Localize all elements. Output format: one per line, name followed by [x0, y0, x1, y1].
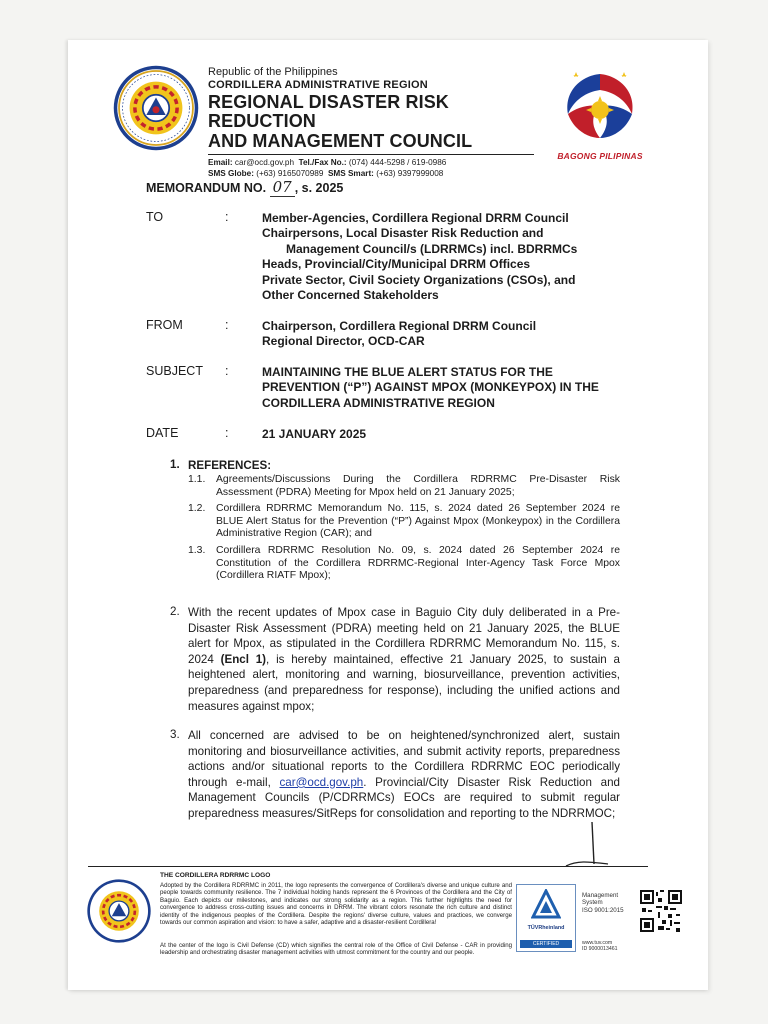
ref-1-number: 1.1. — [188, 474, 206, 485]
tuv-certification-badge — [516, 884, 576, 952]
memo-number-handwritten: 07 — [270, 178, 295, 197]
tuv-certified-label: CERTIFIED — [520, 940, 572, 948]
to-line: Private Sector, Civil Society Organizations (CSOs), and — [262, 272, 576, 287]
bagong-pilipinas-label: BAGONG PILIPINAS — [557, 151, 643, 161]
subject-text — [262, 365, 622, 411]
section-1-number: 1. — [170, 458, 180, 471]
iso-management-system — [582, 892, 624, 914]
header-divider — [208, 154, 534, 155]
memo-number-line — [146, 178, 343, 196]
to-line: Chairpersons, Local Disaster Risk Reduction and — [262, 226, 544, 241]
tuv-website: www.tuv.com — [582, 940, 613, 946]
email-value[interactable]: car@ocd.gov.ph — [234, 158, 294, 167]
mgmt-line: Management — [582, 892, 619, 899]
org-name-line1: REGIONAL DISASTER RISK REDUCTION — [208, 92, 449, 131]
to-colon: : — [225, 210, 229, 224]
subject-line: PREVENTION (“P”) AGAINST MPOX (MONKEYPOX) IN THE — [262, 380, 599, 395]
email-link[interactable]: car@ocd.gov.ph — [279, 775, 364, 789]
date-colon: : — [225, 426, 229, 440]
qr-code-icon[interactable] — [640, 890, 682, 932]
memo-series: , s. 2025 — [294, 181, 344, 195]
ref-3-text: Cordillera RDRRMC Resolution No. 09, s. 2024 dated 26 September 2024 re Constitution of the Cordillera RDRRMC-Regional Inter-Agency Task Force Mpox (Cordillera RIATF Mpox); — [216, 545, 620, 582]
footer-divider — [88, 866, 648, 867]
section-2-text-part: , is hereby maintained, effective 21 January 2025, to sustain a heightened alert, monitoring and warning, biosurveillance, prevention activities, preparedness (and preparedness for response), including the unified actions and measures against mpox; — [188, 652, 620, 713]
date-value: 21 JANUARY 2025 — [262, 427, 367, 441]
iso-standard: ISO 9001:2015 — [582, 906, 624, 914]
from-line: Regional Director, OCD-CAR — [262, 334, 425, 349]
section-3-text-part: . Provincial/City Disaster Risk Reduction and Management Councils (P/CDRRMCs) EOCs are required to submit regular preparedness measures/SitReps for consolidation and reporting to the NDRRMOC; — [188, 775, 620, 820]
signature-mark — [552, 820, 612, 870]
footer-title: THE CORDILLERA RDRRMC LOGO — [160, 872, 271, 879]
ref-1-text: Agreements/Discussions During the Cordillera RDRRMC Pre-Disaster Risk Assessment (PDRA) Meeting for Mpox held on 21 January 2025; — [216, 474, 620, 498]
section-3-text-part: All concerned are advised to be on heightened/synchronized alert, sustain monitoring and biosurveillance activities, and submit activity reports, preparedness actions and/or situational reports to the Cordillera RDRRMC EOC periodically through e-mail, — [188, 729, 620, 789]
from-sender — [262, 319, 622, 350]
footer-paragraph-1: Adopted by the Cordillera RDRRMC in 2011, the logo represents the convergence of Cordillera's diverse and unique culture and people towards community resilience. The 7 individual holding hands represent the 6 Provinces of the Cordillera and the City of Baguio. Each depicts our milestones, and indicates our strong solidarity as a region. This further highlights the need for convergence to address cross-cutting issues and concerns in DRRM. The vibrant colors resonate the rich culture and distinct identity of the indigenous peoples of the Cordillera. Despite the regions' diverse culture, values and practices, we converge towards our common aspiration and vision: to have a safer, adaptive and a disaster-resilient Cordillera! — [160, 882, 512, 927]
section-1-title: REFERENCES: — [188, 459, 272, 472]
to-line: Heads, Provincial/City/Municipal DRRM Offices — [262, 257, 531, 272]
section-2-enclosure: (Encl 1) — [220, 652, 267, 666]
org-name-line2: AND MANAGEMENT COUNCIL — [208, 131, 473, 151]
sms-globe-label: SMS Globe: — [208, 169, 254, 178]
date-label: DATE — [146, 426, 179, 440]
from-colon: : — [225, 318, 229, 332]
contact-line-1 — [208, 157, 548, 168]
sms-smart-value: (+63) 9397999008 — [376, 169, 444, 178]
cordillera-rdrrmc-seal-logo — [112, 64, 200, 152]
tuv-id-block — [582, 940, 617, 953]
section-2-text — [188, 605, 620, 714]
subject-label: SUBJECT — [146, 364, 203, 378]
ref-2-number: 1.2. — [188, 503, 206, 514]
to-line: Member-Agencies, Cordillera Regional DRRM Council — [262, 211, 569, 225]
email-label: Email: — [208, 158, 233, 167]
bagong-pilipinas-emblem-icon — [552, 66, 648, 144]
from-label: FROM — [146, 318, 183, 332]
memo-prefix: MEMORANDUM NO. — [146, 181, 267, 195]
section-2-text-part: With the recent updates of Mpox case in Baguio City duly deliberated in a Pre-Disaster Risk Assessment (PDRA) meeting held on 21 January 2025, the BLUE alert for Mpox, as stipulated in the Cordillera RDRRMC Memorandum No. 115, s. 2024 — [188, 606, 620, 666]
tuv-id: ID 9000013461 — [582, 946, 618, 953]
tel-value: (074) 444-5298 / 619-0986 — [348, 158, 447, 167]
ref-3-number: 1.3. — [188, 545, 206, 556]
tuv-triangle-icon — [531, 889, 561, 921]
sms-smart-label: SMS Smart: — [327, 169, 374, 178]
to-line: Other Concerned Stakeholders — [262, 288, 439, 303]
footer-seal-logo — [86, 878, 152, 944]
footer-paragraph-2: At the center of the logo is Civil Defense (CD) which signifies the central role of the Office of Civil Defense - CAR in providing leadership and orchestrating disaster management activities with utmost commitment for the country and our people. — [160, 942, 512, 957]
to-line: Management Council/s (LDRRMCs) incl. BDRRMCs — [286, 241, 578, 256]
region-line: CORDILLERA ADMINISTRATIVE REGION — [208, 79, 428, 91]
bagong-pilipinas-logo — [552, 66, 648, 161]
sms-globe-value: (+63) 9165070989 — [256, 169, 324, 178]
ref-2-text: Cordillera RDRRMC Memorandum No. 115, s. 2024 dated 26 September 2024 re BLUE Alert Status for the Prevention (“P”) Against Mpox (Monkeypox) in the Cordillera Administrative Region (CAR); and — [216, 503, 620, 540]
from-line: Chairperson, Cordillera Regional DRRM Council — [262, 319, 537, 333]
to-recipients — [262, 211, 622, 303]
section-2-number: 2. — [170, 605, 180, 618]
tel-label: Tel./Fax No.: — [298, 158, 347, 167]
mgmt-line: System — [582, 899, 603, 907]
letterhead — [208, 66, 548, 179]
section-3-number: 3. — [170, 728, 180, 741]
to-label: TO — [146, 210, 164, 224]
section-3-text — [188, 728, 620, 822]
subject-colon: : — [225, 364, 229, 378]
republic-line: Republic of the Philippines — [208, 66, 338, 78]
subject-line: MAINTAINING THE BLUE ALERT STATUS FOR THE — [262, 365, 553, 379]
tuv-name: TÜVRheinland — [527, 925, 565, 931]
subject-line: CORDILLERA ADMINISTRATIVE REGION — [262, 395, 495, 410]
